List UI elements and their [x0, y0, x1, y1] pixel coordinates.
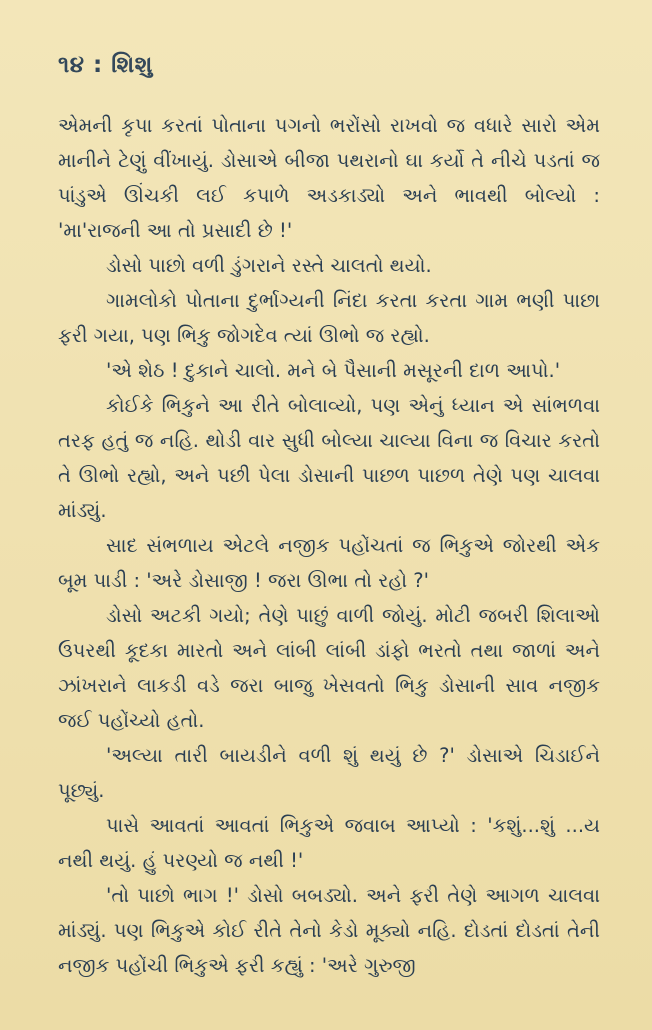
paragraph-3: ગામલોકો પોતાના દુર્ભાગ્યની નિંદા કરતા કરતા ગામ ભણી પાછા ફરી ગયા, પણ ભિકુ જોગદેવ ત્યાં ઊભો જ રહ્યો.: [58, 289, 600, 347]
paragraph-9: પાસે આવતાં આવતાં ભિકુએ જવાબ આપ્યો : 'કશું...શું ...ય નથી થયું. હું પરણ્યો જ નથી !': [58, 814, 600, 872]
paragraph-10: 'તો પાછો ભાગ !' ડોસો બબડ્યો. અને ફરી તેણે આગળ ચાલવા માંડ્યું. પણ ભિકુએ કોઈ રીતે તેનો કેડો મૂક્યો નહિ. દોડતાં દોડતાં તેની નજીક પહોંચી ભિકુએ ફરી કહ્યું : 'અરે ગુરુજી: [58, 884, 600, 977]
paragraph-8: 'અલ્યા તારી બાયડીને વળી શું થયું છે ?' ડોસાએ ચિડાઈને પૂછ્યું.: [58, 744, 600, 802]
paragraph-6: સાદ સંભળાય એટલે નજીક પહોંચતાં જ ભિકુએ જોરથી એક બૂમ પાડી : 'અરે ડોસાજી ! જરા ઊભા તો રહો ?': [58, 534, 600, 592]
paragraph-2: ડોસો પાછો વળી ડુંગરાને રસ્તે ચાલતો થયો.: [106, 254, 432, 277]
paragraph-7: ડોસો અટકી ગયો; તેણે પાછું વાળી જોયું. મોટી જબરી શિલાઓ ઉપરથી કૂદકા મારતો અને લાંબી લાંબી ડાંફો ભરતો તથા જાળાં અને ઝાંખરાને લાકડી વડે જરા બાજુ ખેસવતો ભિકુ ડોસાની સાવ નજીક જઈ પહોંચ્યો હતો.: [58, 604, 600, 732]
running-head: ૧૪ : શિશુ: [58, 52, 153, 78]
paragraph-1: એમની કૃપા કરતાં પોતાના પગનો ભરોંસો રાખવો જ વધારે સારો એમ માનીને ટેણું વીંખાયું. ડોસાએ બીજા પથરાનો ઘા કર્યો તે નીચે પડતાં જ પાંડુએ ઊંચકી લઈ કપાળે અડકાડ્યો અને ભાવથી બોલ્યો : 'મા'રાજની આ તો પ્રસાદી છે !': [58, 114, 600, 242]
paragraph-4: 'એ શેઠ ! દુકાને ચાલો. મને બે પૈસાની મસૂરની દાળ આપો.': [106, 359, 561, 382]
paragraph-5: કોઈકે ભિકુને આ રીતે બોલાવ્યો, પણ એનું ધ્યાન એ સાંભળવા તરફ હતું જ નહિ. થોડી વાર સુધી બોલ્યા ચાલ્યા વિના જ વિચાર કરતો તે ઊભો રહ્યો, અને પછી પેલા ડોસાની પાછળ પાછળ તેણે પણ ચાલવા માંડ્યું.: [58, 394, 600, 522]
